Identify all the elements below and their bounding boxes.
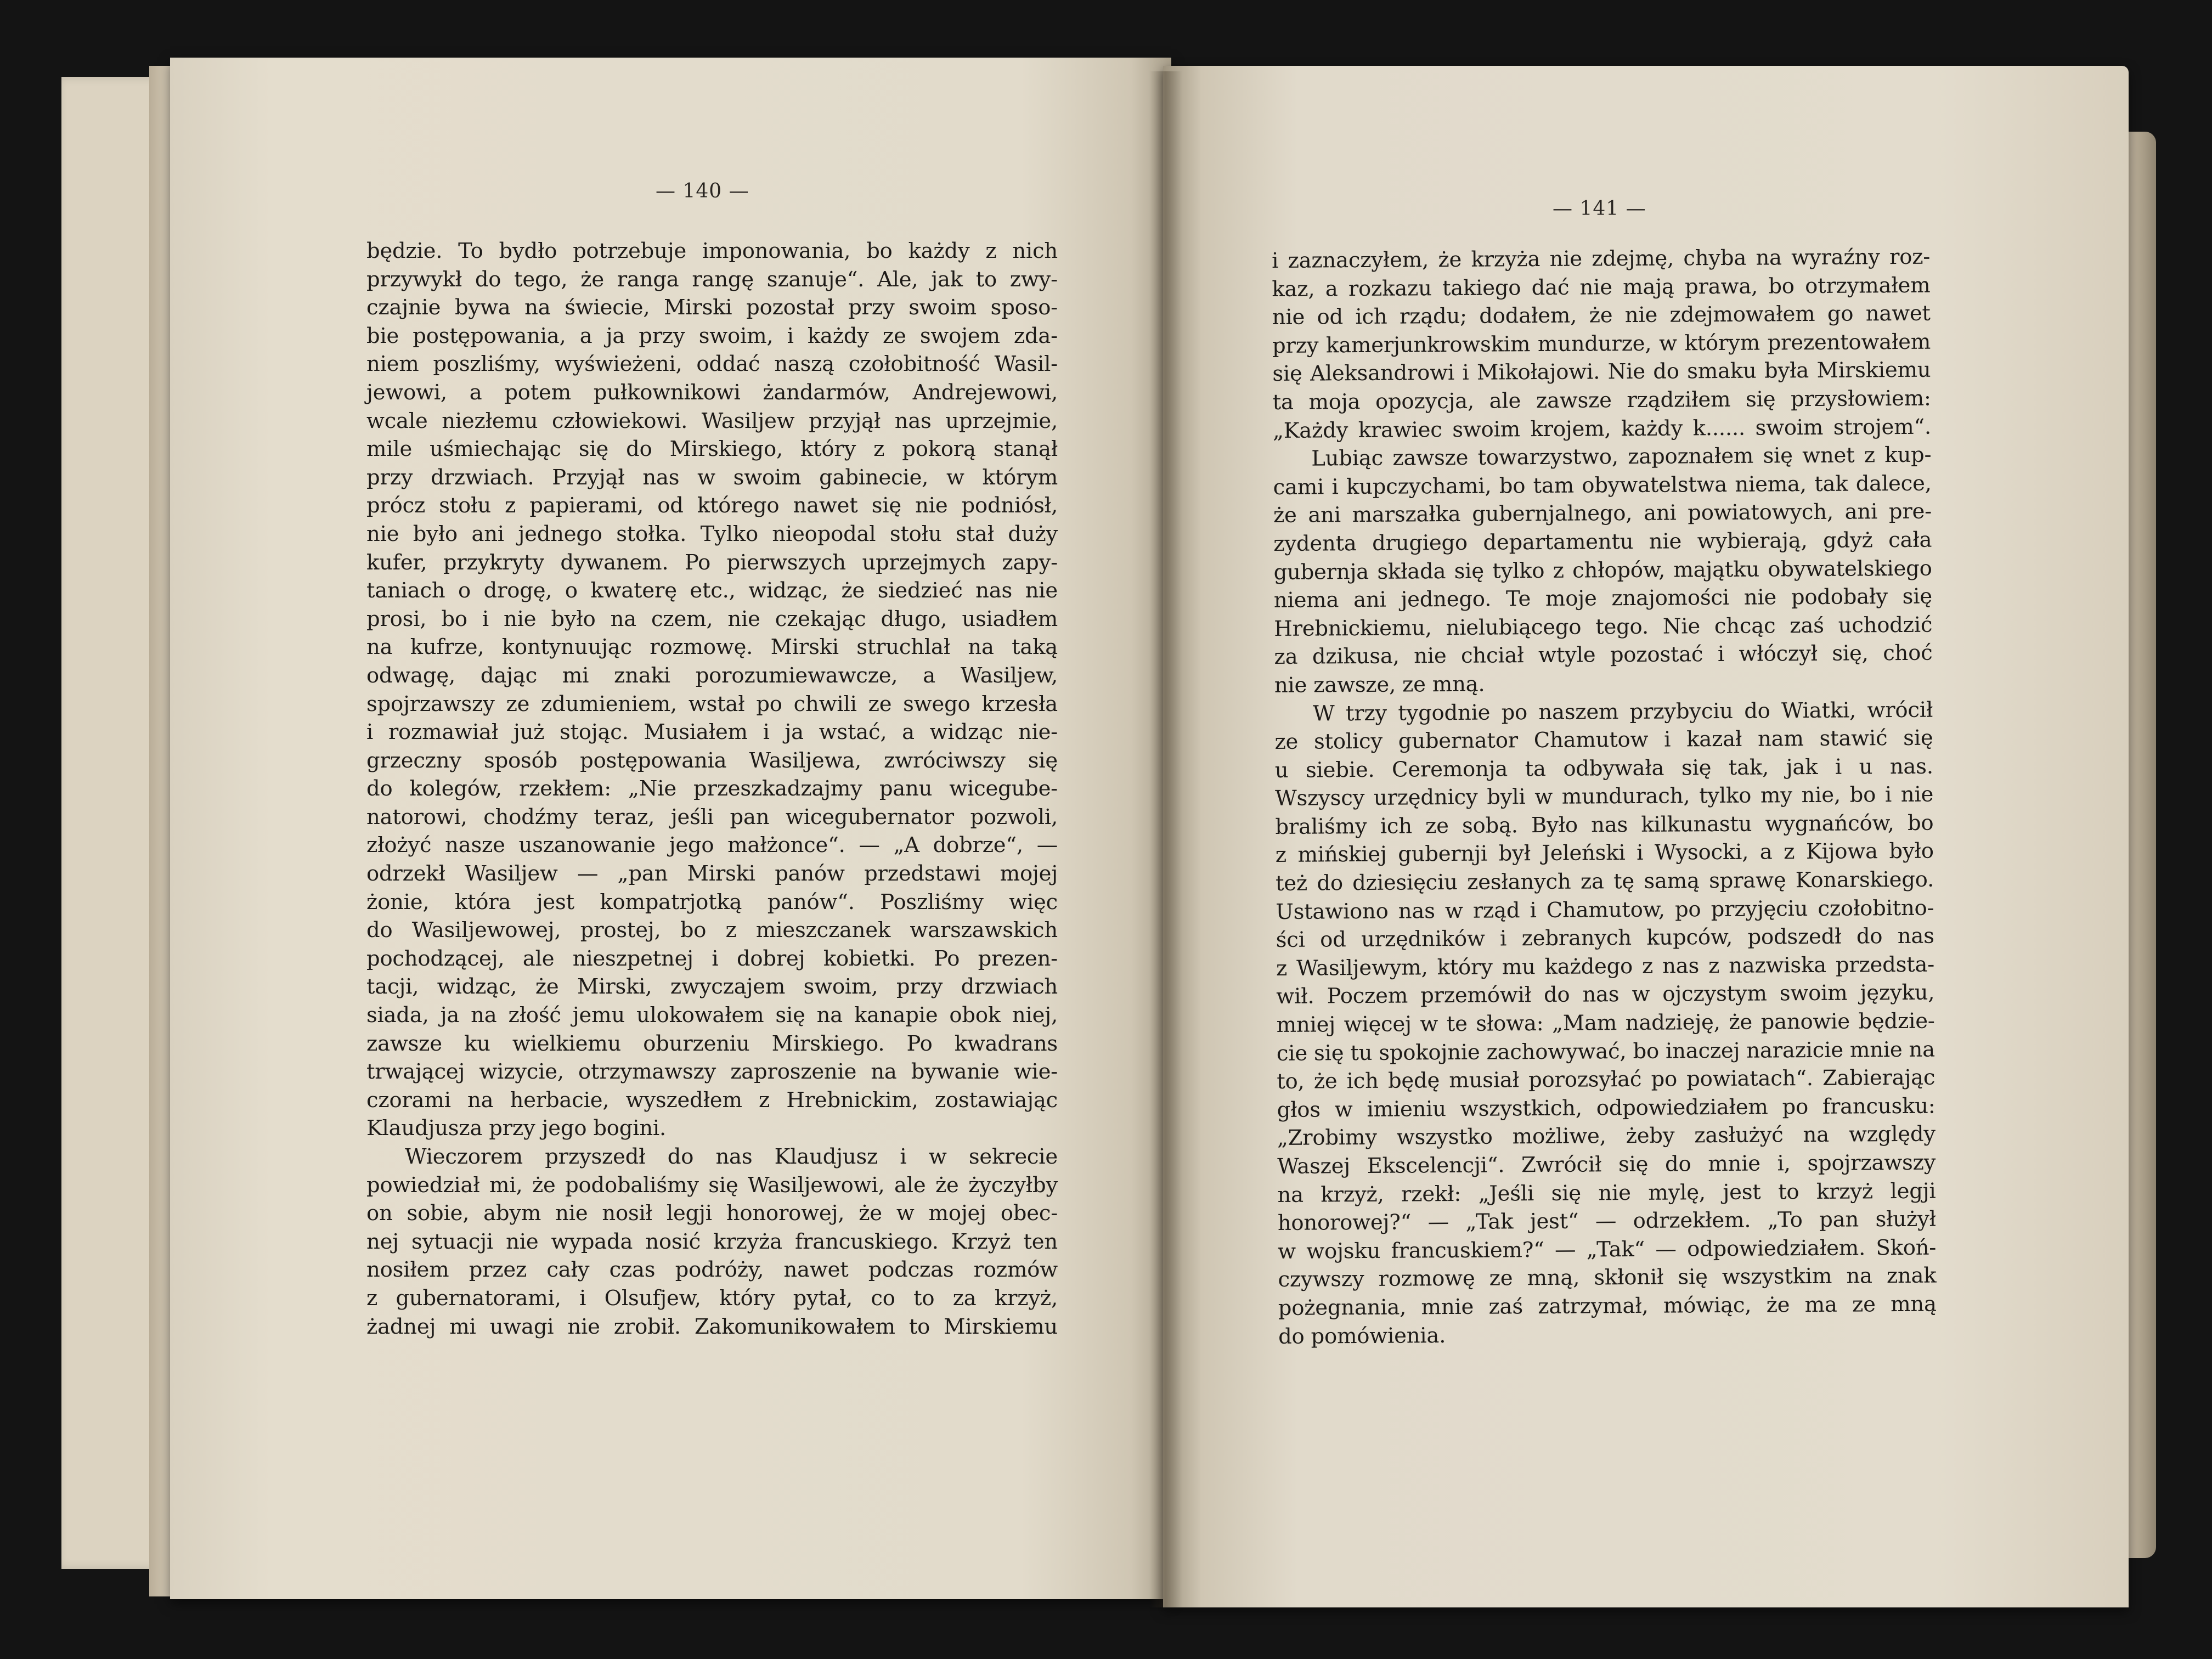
text-line: ta moja opozycja, ale zawsze rządziłem się przysłowiem: [1272, 386, 1931, 415]
text-line: kaz, a rozkazu takiego dać nie mają prawa, bo otrzymałem [1272, 273, 1931, 302]
text-line: spojrzawszy ze zdumieniem, wstał po chwili ze swego krzesła [366, 691, 1058, 716]
text-line: Klaudjusza przy jego bogini. [366, 1116, 667, 1141]
text-line: nie było ani jednego stołka. Tylko nieopodal stołu stał duży [366, 521, 1058, 546]
text-line: on sobie, abym nie nosił legji honorowej, że w mojej obec- [366, 1201, 1058, 1226]
text-line: „Każdy krawiec swoim krojem, każdy k...... swoim strojem“. [1272, 414, 1932, 443]
text-line: mile uśmiechając się do Mirskiego, który z pokorą stanął [366, 437, 1058, 462]
text-line: pożegnania, mnie zaś zatrzymał, mówiąc, że ma ze mną [1278, 1291, 1937, 1321]
text-line: do pomówienia. [1278, 1323, 1446, 1349]
text-line: złożyć nasze uszanowanie jego małżonce“. — „A dobrze“, — [366, 833, 1058, 858]
text-line: cie się tu spokojnie zachowywać, bo inaczej narazicie mnie na [1276, 1037, 1936, 1066]
text-line: i zaznaczyłem, że krzyża nie zdejmę, chyba na wyraźny roz- [1272, 244, 1931, 273]
page-number-left: — 140 — [656, 180, 749, 202]
book-gutter [1149, 71, 1182, 1607]
text-line: nej sytuacji nie wypada nosić krzyża francuskiego. Krzyż ten [366, 1229, 1058, 1254]
text-line: Waszej Ekscelencji“. Zwrócił się do mnie i, spojrzawszy [1277, 1150, 1936, 1179]
text-line: niem poszliśmy, wyświeżeni, oddać naszą czołobitność Wasil- [366, 352, 1058, 377]
text-line: taniach o drogę, o kwaterę etc., widząc, że siedzieć nas nie [366, 578, 1058, 603]
text-line: jewowi, a potem pułkownikowi żandarmów, Andrejewowi, [366, 380, 1058, 405]
text-line: „Zrobimy wszystko możliwe, żeby zasłużyć na względy [1277, 1122, 1936, 1151]
right-page-text [1272, 243, 1937, 1351]
text-line: nie zawsze, ze mną. [1274, 672, 1485, 698]
text-line: że ani marszałka gubernjalnego, ani powiatowych, ani pre- [1273, 499, 1932, 528]
text-line: na kufrze, kontynuując rozmowę. Mirski struchlał na taką [366, 635, 1058, 660]
text-line: czywszy rozmowę ze mną, skłonił się wszystkim na znak [1278, 1263, 1937, 1293]
text-line: i rozmawiał już stojąc. Musiałem i ja wstać, a widząc nie- [366, 720, 1058, 745]
text-line: przy drzwiach. Przyjął nas w swoim gabinecie, w którym [366, 465, 1058, 490]
text-line: siada, ja na złość jemu ulokowałem się na kanapie obok niej, [366, 1003, 1058, 1028]
text-line: braliśmy ich ze sobą. Było nas kilkunastu wygnańców, bo [1275, 810, 1934, 839]
text-line: wcale niezłemu człowiekowi. Wasiljew przyjął nas uprzejmie, [366, 408, 1058, 433]
paragraph-start-line: W trzy tygodnie po naszem przybyciu do Wiatki, wrócił [1313, 697, 1933, 726]
text-line: bie postępowania, a ja przy swoim, i każdy ze swojem zda- [366, 323, 1058, 348]
text-line: prócz stołu z papierami, od którego nawet się nie podniósł, [366, 493, 1058, 518]
text-line: żadnej mi uwagi nie zrobił. Zakomunikowałem to Mirskiemu [366, 1314, 1058, 1339]
text-line: czajnie bywa na świecie, Mirski pozostał przy swoim sposo- [366, 295, 1058, 320]
text-line: z Wasiljewym, który mu każdego z nas z nazwiska przedsta- [1276, 952, 1935, 981]
text-line: ze stolicy gubernator Chamutow i kazał nam stawić się [1274, 725, 1933, 755]
text-line: u siebie. Ceremonja ta odbywała się tak, jak i u nas. [1274, 754, 1933, 783]
text-line: do kolegów, rzekłem: „Nie przeszkadzajmy panu wicegube- [366, 776, 1058, 802]
text-line: kufer, przykryty dywanem. Po pierwszych uprzejmych zapy- [366, 550, 1058, 575]
paragraph-start-line: Wieczorem przyszedł do nas Klaudjusz i w sekrecie [405, 1144, 1058, 1169]
text-line: żonie, która jest kompatrjotką panów“. Poszliśmy więc [366, 889, 1058, 915]
text-line: nie od ich rządu; dodałem, że nie zdejmowałem go nawet [1272, 301, 1931, 330]
text-line: odwagę, dając mi znaki porozumiewawcze, a Wasiljew, [366, 663, 1058, 688]
text-line: natorowi, chodźmy teraz, jeśli pan wicegubernator pozwoli, [366, 804, 1058, 830]
text-line: też do dziesięciu zesłanych za tę samą sprawę Konarskiego. [1275, 867, 1934, 896]
text-line: tacji, widząc, że Mirski, zwyczajem swoim, przy drzwiach [366, 974, 1058, 1000]
text-line: pochodzącej, ale nieszpetnej i dobrej kobietki. Po prezen- [366, 946, 1058, 971]
text-line: powiedział mi, że podobaliśmy się Wasiljewowi, ale że życzyłby [366, 1172, 1058, 1198]
text-line: czorami na herbacie, wyszedłem z Hrebnickim, zostawiając [366, 1087, 1058, 1113]
text-line: z gubernatorami, i Olsufjew, który pytał, co to za krzyż, [366, 1285, 1058, 1311]
text-line: mniej więcej w te słowa: „Mam nadzieję, że panowie będzie- [1276, 1008, 1935, 1038]
text-line: w wojsku francuskiem?“ — „Tak“ — odpowiedziałem. Skoń- [1278, 1235, 1937, 1264]
text-line: trwającej wizycie, otrzymawszy zaproszenie na bywanie wie- [366, 1059, 1058, 1085]
left-page-text [366, 237, 1058, 1341]
text-line: grzeczny sposób postępowania Wasiljewa, zwróciwszy się [366, 748, 1058, 773]
text-line: zawsze ku wielkiemu oburzeniu Mirskiego. Po kwadrans [366, 1031, 1058, 1056]
text-line: cami i kupczychami, bo tam obywatelstwa niema, tak dalece, [1273, 471, 1932, 500]
text-line: Hrebnickiemu, nielubiącego tego. Nie chcąc zaś uchodzić [1274, 612, 1933, 641]
text-line: odrzekł Wasiljew — „pan Mirski panów przedstawi mojej [366, 861, 1058, 887]
text-line: niema ani jednego. Te moje znajomości nie podobały się [1273, 584, 1933, 613]
text-line: przy kamerjunkrowskim mundurze, w którym prezentowałem [1272, 329, 1931, 358]
text-line: Ustawiono nas w rząd i Chamutow, po przyjęciu czołobitno- [1276, 895, 1934, 924]
text-line: przywykł do tego, że ranga rangę szanuje“. Ale, jak to zwy- [366, 267, 1058, 292]
text-line: gubernja składa się tylko z chłopów, majątku obywatelskiego [1273, 556, 1932, 585]
text-line: zydenta drugiego departamentu nie wybierają, gdyż cała [1273, 527, 1932, 556]
text-line: Wszyscy urzędnicy byli w mundurach, tylko my nie, bo i nie [1275, 782, 1934, 811]
text-line: będzie. To bydło potrzebuje imponowania, bo każdy z nich [366, 239, 1058, 263]
text-line: honorowej?“ — „Tak jest“ — odrzekłem. „To pan służył [1277, 1206, 1936, 1236]
text-line: nosiłem przez cały czas podróży, nawet podczas rozmów [366, 1257, 1058, 1283]
text-line: głos w imieniu wszystkich, odpowiedziałem po francusku: [1277, 1093, 1936, 1122]
text-line: to, że ich będę musiał porozsyłać po powiatach“. Zabierając [1277, 1065, 1936, 1094]
text-line: ści od urzędników i zebranych kupców, podszedł do nas [1276, 923, 1934, 953]
text-line: do Wasiljewowej, prostej, bo z mieszczanek warszawskich [366, 918, 1058, 943]
text-line: na krzyż, rzekł: „Jeśli się nie mylę, jest to krzyż legji [1277, 1178, 1936, 1207]
text-line: z mińskiej gubernji był Jeleński i Wysocki, a z Kijowa było [1275, 839, 1934, 868]
text-line: się Aleksandrowi i Mikołajowi. Nie do smaku była Mirskiemu [1272, 358, 1931, 387]
paragraph-start-line: Lubiąc zawsze towarzystwo, zapoznałem się wnet z kup- [1311, 442, 1932, 471]
text-line: wił. Poczem przemówił do nas w ojczystym swoim języku, [1276, 980, 1935, 1009]
text-line: za dzikusa, nie chciał wtyle pozostać i włóczył się, choć [1274, 640, 1933, 670]
page-number-right: — 141 — [1553, 198, 1646, 220]
text-line: prosi, bo i nie było na czem, nie czekając długo, usiadłem [366, 606, 1058, 631]
